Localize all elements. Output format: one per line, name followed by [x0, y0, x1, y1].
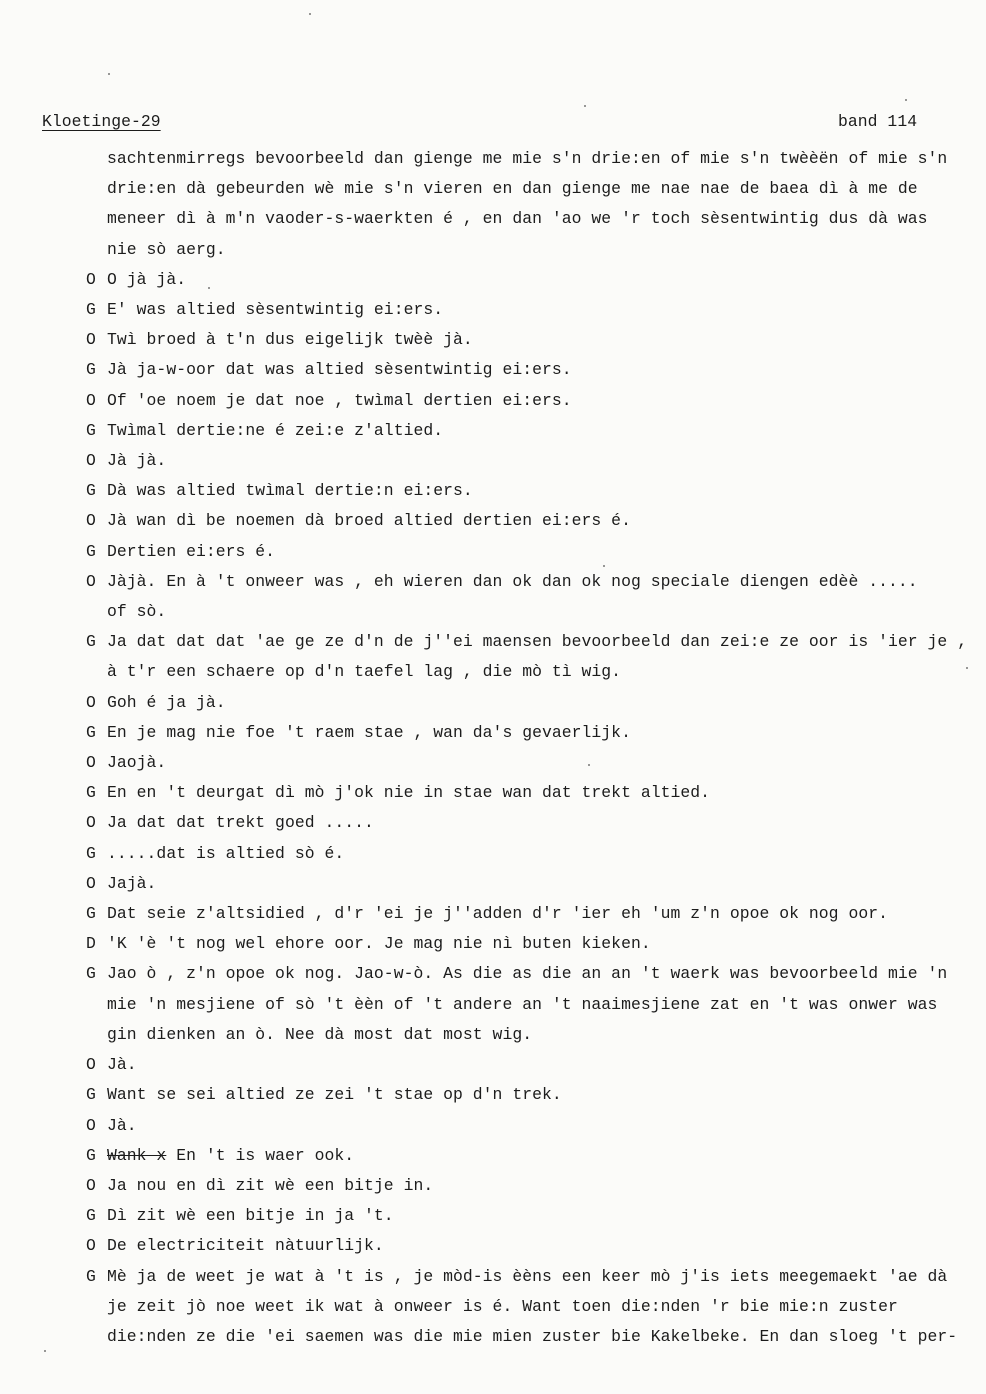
dialogue-turn — [86, 899, 986, 929]
dialogue-turn — [86, 1262, 986, 1353]
utterance-line: Jajà. — [107, 873, 157, 893]
dialogue-turn — [86, 476, 986, 506]
intro-paragraph — [0, 144, 986, 265]
speaker-label: G — [86, 843, 96, 863]
utterance-line: Jà jà. — [107, 451, 167, 471]
utterance-line: mie 'n mesjiene of sò 't èèn of 't andere an 't naaimesjiene zat en 't was onwer was — [107, 994, 938, 1014]
dialogue-turn — [86, 1050, 986, 1080]
utterance-line: E' was altied sèsentwintig ei:ers. — [107, 300, 444, 320]
speaker-label: G — [86, 541, 96, 561]
utterance-line: Dà was altied twìmal dertie:n ei:ers. — [107, 481, 473, 501]
scan-speck — [905, 99, 907, 101]
utterance-line: Dertien ei:ers é. — [107, 541, 276, 561]
dialogue-turn — [86, 1080, 986, 1110]
dialogue-turn — [86, 446, 986, 476]
speaker-label: G — [86, 420, 96, 440]
speaker-label: G — [86, 632, 96, 652]
dialogue-turn — [86, 386, 986, 416]
dialogue-turn — [86, 265, 986, 295]
utterance-line: Mè ja de weet je wat à 't is , je mòd-is èèns een keer mò j'is iets meegemaekt 'ae dà — [107, 1266, 948, 1286]
dialogue-turn — [86, 567, 986, 627]
scan-speck — [309, 13, 311, 15]
speaker-label: O — [86, 451, 96, 471]
speaker-label: G — [86, 1206, 96, 1226]
dialogue-turn — [86, 1141, 986, 1171]
utterance-line: Ja nou en dì zit wè een bitje in. — [107, 1175, 434, 1195]
dialogue-turn — [86, 839, 986, 869]
utterance-line: Dì zit wè een bitje in ja 't. — [107, 1206, 394, 1226]
scan-speck — [584, 105, 586, 107]
dialogue-turn — [86, 1171, 986, 1201]
utterance-line: Jà ja-w-oor dat was altied sèsentwintig ei:ers. — [107, 360, 572, 380]
utterance-line: De electriciteit nàtuurlijk. — [107, 1236, 384, 1256]
dialogue-turn — [86, 808, 986, 838]
utterance-line: Jà wan dì be noemen dà broed altied dertien ei:ers é. — [107, 511, 631, 531]
intro-line: meneer dì à m'n vaoder-s-waerkten é , en dan 'ao we 'r toch sèsentwintig dus dà was — [107, 209, 928, 229]
speaker-label: G — [86, 360, 96, 380]
speaker-label: G — [86, 783, 96, 803]
speaker-label: G — [86, 1145, 96, 1165]
utterance-line: Ja dat dat dat 'ae ge ze d'n de j''ei maensen bevoorbeeld dan zei:e ze oor is 'ier je , — [107, 632, 968, 652]
scan-speck — [966, 667, 968, 669]
speaker-label: O — [86, 1055, 96, 1075]
utterance-line: Jàjà. En à 't onweer was , eh wieren dan ok dan ok nog speciale diengen edèè ..... — [107, 571, 918, 591]
utterance-line: Jao ò , z'n opoe ok nog. Jao-w-ò. As die as die an an 't waerk was bevoorbeeld mie 'n — [107, 964, 948, 984]
utterance-line: Twì broed à t'n dus eigelijk twèè jà. — [107, 330, 473, 350]
dialogue-turn — [86, 325, 986, 355]
speaker-label: G — [86, 722, 96, 742]
speaker-label: O — [86, 1175, 96, 1195]
speaker-label: O — [86, 1115, 96, 1135]
speaker-label: O — [86, 511, 96, 531]
speaker-label: O — [86, 330, 96, 350]
dialogue-turn — [86, 688, 986, 718]
dialogue-turn — [86, 537, 986, 567]
band-number: band 114 — [838, 112, 918, 131]
dialogue-turn — [86, 627, 986, 687]
scan-speck — [208, 287, 210, 289]
scan-speck — [603, 565, 605, 567]
utterance-line: Jà. — [107, 1115, 137, 1135]
utterance-line: Goh é ja jà. — [107, 692, 226, 712]
speaker-label: O — [86, 571, 96, 591]
utterance-line: Of 'oe noem je dat noe , twìmal dertien ei:ers. — [107, 390, 572, 410]
utterance-line: je zeit jò noe weet ik wat à onweer is é. Want toen die:nden 'r bie mie:n zuster — [107, 1296, 898, 1316]
scan-speck — [44, 1350, 46, 1352]
speaker-label: O — [86, 692, 96, 712]
utterance-line: Jaojà. — [107, 753, 167, 773]
utterance-line: Ja dat dat trekt goed ..... — [107, 813, 374, 833]
speaker-label: G — [86, 1266, 96, 1286]
utterance-line — [107, 1141, 986, 1171]
dialogue-turn — [86, 295, 986, 325]
utterance-line: .....dat is altied sò é. — [107, 843, 345, 863]
speaker-label: O — [86, 390, 96, 410]
speaker-label: O — [86, 269, 96, 289]
speaker-label: G — [86, 481, 96, 501]
utterance-line: Twìmal dertie:ne é zei:e z'altied. — [107, 420, 444, 440]
dialogue-turn — [86, 1231, 986, 1261]
intro-line: sachtenmirregs bevoorbeeld dan gienge me mie s'n drie:en of mie s'n twèèën of mie s'n — [107, 149, 948, 168]
utterance-line: O jà jà. — [107, 269, 187, 289]
dialogue-turn — [86, 718, 986, 748]
utterance-text: En 't is waer ook. — [166, 1145, 355, 1165]
utterance-line: gin dienken an ò. Nee dà most dat most wig. — [107, 1024, 533, 1044]
dialogue-turn — [86, 869, 986, 899]
utterance-line: of sò. — [107, 602, 167, 622]
speaker-label: G — [86, 964, 96, 984]
utterance-line: 'K 'è 't nog wel ehore oor. Je mag nie nì buten kieken. — [107, 934, 651, 954]
struck-text: Wank x — [107, 1145, 167, 1165]
scan-speck — [108, 73, 110, 75]
utterance-line: Want se sei altied ze zei 't stae op d'n trek. — [107, 1085, 562, 1105]
transcript-body — [0, 144, 986, 1352]
dialogue-turn — [86, 506, 986, 536]
utterance-line: die:nden ze die 'ei saemen was die mie mien zuster bie Kakelbeke. En dan sloeg 't per- — [107, 1326, 958, 1346]
speaker-label: G — [86, 1085, 96, 1105]
utterance-line: Jà. — [107, 1055, 137, 1075]
dialogue-turn — [86, 778, 986, 808]
dialogue-turn — [86, 959, 986, 1050]
dialogue-turns — [0, 265, 986, 1352]
dialogue-turn — [86, 929, 986, 959]
intro-line: nie sò aerg. — [107, 239, 226, 259]
dialogue-turn — [86, 748, 986, 778]
page-header — [0, 107, 986, 137]
speaker-label: O — [86, 873, 96, 893]
utterance-line: à t'r een schaere op d'n taefel lag , die mò tì wig. — [107, 662, 622, 682]
dialogue-turn — [86, 416, 986, 446]
utterance-line: En en 't deurgat dì mò j'ok nie in stae wan dat trekt altied. — [107, 783, 711, 803]
speaker-label: O — [86, 753, 96, 773]
dialogue-turn — [86, 1201, 986, 1231]
utterance-line: En je mag nie foe 't raem stae , wan da's gevaerlijk. — [107, 722, 631, 742]
dialogue-turn — [86, 1111, 986, 1141]
speaker-label: O — [86, 813, 96, 833]
dialogue-turn — [86, 355, 986, 385]
utterance-line: Dat seie z'altsidied , d'r 'ei je j''adden d'r 'ier eh 'um z'n opoe ok nog oor. — [107, 904, 888, 924]
speaker-label: O — [86, 1236, 96, 1256]
speaker-label: G — [86, 300, 96, 320]
speaker-label: D — [86, 934, 96, 954]
scan-speck — [588, 764, 590, 766]
intro-line: drie:en dà gebeurden wè mie s'n vieren en dan gienge me nae nae de baea dì à me de — [107, 179, 918, 199]
speaker-label: G — [86, 904, 96, 924]
document-id: Kloetinge-29 — [42, 112, 161, 131]
